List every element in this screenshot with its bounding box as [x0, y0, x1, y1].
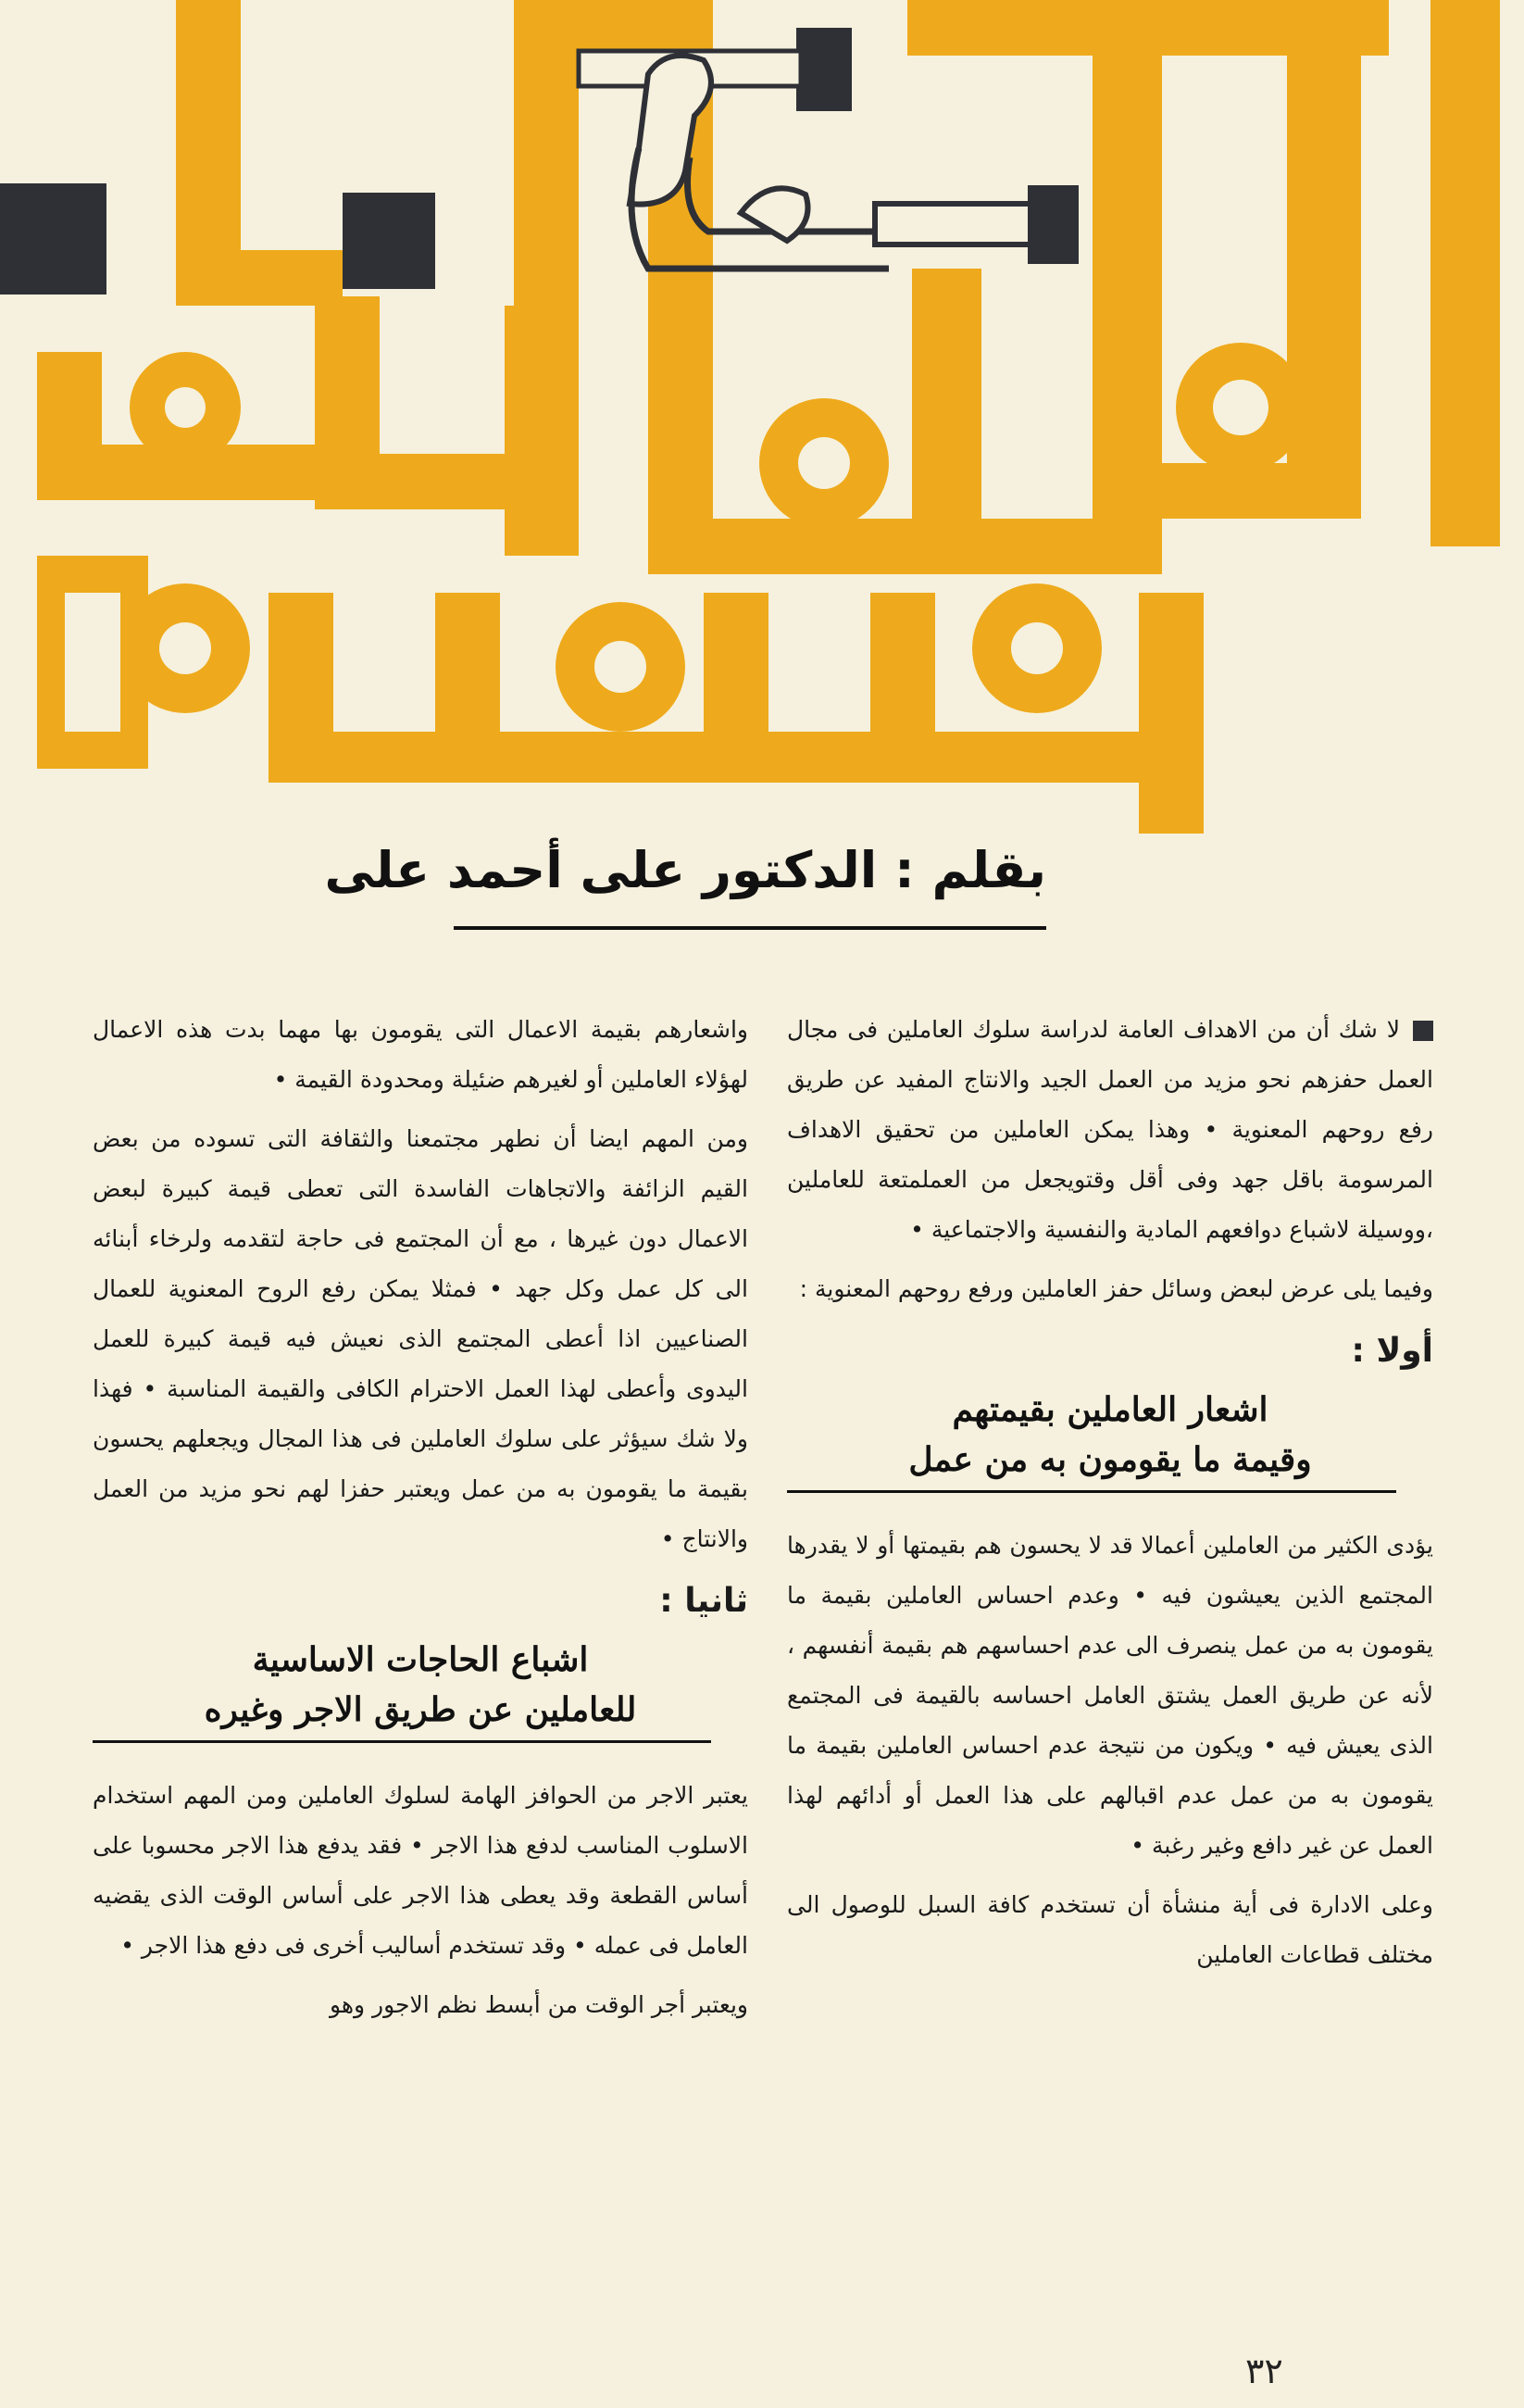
letter-bowl-1	[1176, 343, 1305, 472]
section-2-title-underline	[93, 1740, 711, 1743]
letter-bowl-3	[972, 583, 1102, 713]
intro-paragraph	[787, 1005, 1433, 1255]
section-1-title-line-1: اشعار العاملين بقيمتهم	[952, 1390, 1268, 1429]
left-paragraph-3: يعتبر الاجر من الحوافز الهامة لسلوك العاملين ومن المهم استخدام الاسلوب المناسب لدفع هذا الاجر • فقد يدفع هذا الاجر محسوبا على أساس القطعة وقد يعطى هذا الاجر على أساس الوقت الذى يقضيه العامل فى عمله • وقد تستخدم أساليب أخرى فى دفع هذا الاجر •	[93, 1782, 748, 1959]
intro-text: لا شك أن من الاهداف العامة لدراسة سلوك العاملين فى مجال العمل حفزهم نحو مزيد من العمل الجيد والانتاج المفيد عن طريق رفع روحهم المعنوية • وهذا يمكن العاملين من تحقيق الاهداف المرسومة باقل جهد وفى أقل وقتويجعل من العملمتعة للعاملين ،ووسيلة لاشباع دوافعهم المادية والنفسية والاجتماعية •	[787, 1016, 1433, 1243]
left-paragraph-1: واشعارهم بقيمة الاعمال التى يقومون بها مهما بدت هذه الاعمال لهؤلاء العاملين أو لغيرهم ضئيلة ومحدودة القيمة •	[93, 1016, 748, 1093]
letter-lower-base-1	[269, 732, 1204, 783]
masthead-title-art	[0, 0, 1524, 834]
letter-join-1	[1093, 463, 1361, 519]
square-bullet-icon	[1413, 1021, 1433, 1041]
section-1-title	[787, 1385, 1433, 1493]
section-2-title-line-1: اشباع الحاجات الاساسية	[252, 1640, 589, 1679]
byline: بقلم : الدكتور على أحمد على	[324, 841, 1046, 899]
letter-stem-3	[1093, 0, 1162, 519]
letter-join-6	[176, 250, 343, 306]
section-1-paragraph-2: وعلى الادارة فى أية منشأة أن تستخدم كافة السبل للوصول الى مختلف قطاعات العاملين	[787, 1891, 1433, 1968]
byline-underline	[454, 926, 1046, 930]
section-2-label: ثانيا :	[659, 1582, 748, 1620]
section-1-label: أولا :	[1351, 1332, 1433, 1370]
page-number: ٣٢	[1245, 2351, 1283, 2391]
section-2-title	[93, 1635, 748, 1743]
article-column-left	[93, 1005, 748, 2039]
letter-stem-1	[1430, 0, 1500, 546]
black-block-left	[0, 183, 106, 295]
left-paragraph-2: ومن المهم ايضا أن نطهر مجتمعنا والثقافة التى تسوده من بعض القيم الزائفة والاتجاهات الفاسدة التى تعطى قيمة كبيرة لبعض الاعمال دون غيرها ، مع أن المجتمع فى حاجة لتقدمه ولرخاء أبنائه الى كل عمل وكل جهد • فمثلا يمكن رفع الروح المعنوية للعمال الصناعيين اذا أعطى المجتمع الذى نعيش فيه قيمة كبيرة للعمل اليدوى وأعطى لهذا العمل الاحترام الكافى والقيمة المناسبة • فهذا ولا شك سيؤثر على سلوك العاملين فى هذا المجال ويجعلهم يحسون بقيمة ما يقومون به من عمل ويعتبر حفزا لهم نحو مزيد من العمل والانتاج •	[93, 1125, 748, 1552]
section-1-title-underline	[787, 1490, 1396, 1493]
letter-stem-6	[514, 0, 579, 306]
black-block-middle	[343, 193, 435, 289]
letter-lower-stem-1	[1139, 593, 1204, 834]
letter-bowl-6	[130, 352, 241, 463]
letter-stem-7	[505, 306, 579, 556]
letter-bowl-4	[556, 602, 685, 732]
intro-paragraph-2: وفيما يلى عرض لبعض وسائل حفز العاملين ورفع روحهم المعنوية :	[799, 1275, 1433, 1302]
left-paragraph-4: ويعتبر أجر الوقت من أبسط نظم الاجور وهو	[329, 1991, 748, 2018]
letter-bowl-2	[759, 398, 889, 528]
section-1-paragraph-1: يؤدى الكثير من العاملين أعمالا قد لا يحسون هم بقيمتها أو لا يقدرها المجتمع الذين يعيشون فيه • وعدم احساس العاملين بقيمة ما يقومون به من عمل ينصرف الى عدم احساسهم هم بقيمة أنفسهم ، لأنه عن طريق العمل يشتق العامل احساسه بالقيمة فى المجتمع الذى يعيش فيه • ويكون من نتيجة عدم احساس العاملين بقيمة ما يقومون به من عمل عدم اقبالهم على هذا العمل أو أدائهم لهذا العمل عن غير دافع وغير رغبة •	[787, 1532, 1433, 1859]
section-1-title-line-2: وقيمة ما يقومون به من عمل	[908, 1440, 1312, 1479]
letter-waw-tail	[37, 556, 148, 769]
article-column-right	[787, 1005, 1433, 1989]
section-2-title-line-2: للعاملين عن طريق الاجر وغيره	[204, 1690, 637, 1729]
